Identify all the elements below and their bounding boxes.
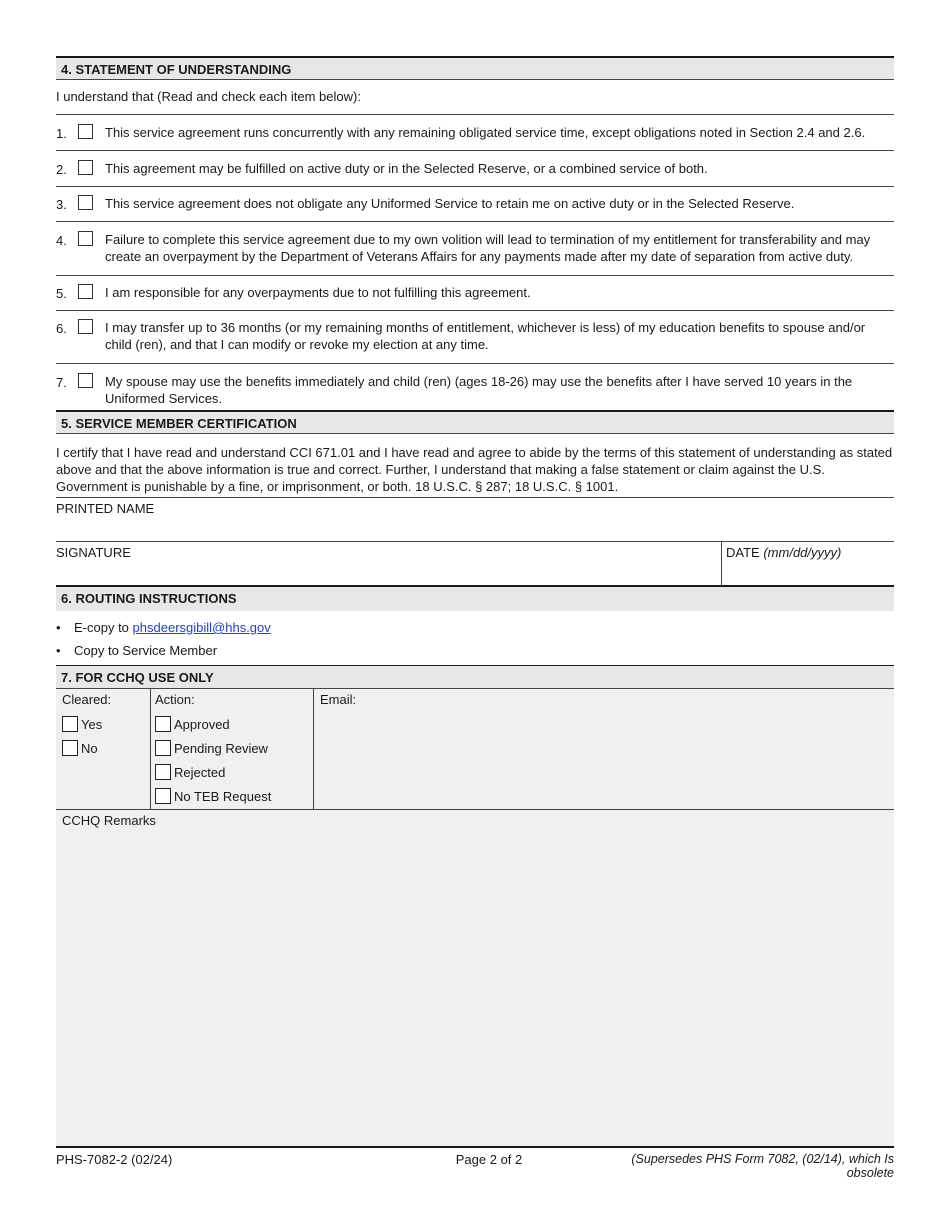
action-option-approved[interactable] — [155, 712, 313, 736]
statement-text: This agreement may be fulfilled on active duty or in the Selected Reserve, or a combined service of both. — [105, 161, 708, 176]
routing-item-ecopy — [56, 619, 894, 642]
page-number: Page 2 of 2 — [455, 1152, 523, 1167]
bullet: • — [56, 643, 61, 658]
approved-checkbox[interactable] — [155, 716, 171, 732]
ecopy-email-link[interactable]: phsdeersgibill@hhs.gov — [132, 620, 271, 635]
bullet: • — [56, 620, 61, 635]
email-field[interactable] — [314, 689, 894, 809]
supersedes-note: (Supersedes PHS Form 7082, (02/14), which Is obsolete — [631, 1152, 894, 1180]
statement-list — [56, 115, 894, 410]
statement-checkbox-3[interactable] — [78, 195, 93, 210]
printed-name-field[interactable] — [56, 498, 894, 542]
ecopy-label: E-copy to — [74, 620, 129, 635]
option-label: Pending Review — [174, 740, 268, 756]
pending-review-checkbox[interactable] — [155, 740, 171, 756]
action-option-no-teb[interactable] — [155, 784, 313, 808]
form-page — [56, 56, 894, 1180]
statement-number: 5. — [56, 286, 67, 301]
routing-list — [56, 611, 894, 665]
section-6-header: 6. ROUTING INSTRUCTIONS — [56, 587, 894, 611]
statement-checkbox-4[interactable] — [78, 231, 93, 246]
cleared-yes-checkbox[interactable] — [62, 716, 78, 732]
statement-text: I am responsible for any overpayments due to not fulfilling this agreement. — [105, 285, 531, 300]
statement-item-2 — [56, 151, 894, 187]
statement-item-5 — [56, 276, 894, 311]
rejected-checkbox[interactable] — [155, 764, 171, 780]
statement-checkbox-2[interactable] — [78, 160, 93, 175]
option-label: No TEB Request — [174, 788, 272, 804]
statement-text: This service agreement does not obligate any Uniformed Service to retain me on active duty or in the Selected Reserve. — [105, 196, 795, 211]
date-label: DATE — [726, 545, 760, 560]
action-label: Action: — [155, 692, 195, 707]
statement-item-4 — [56, 222, 894, 276]
section-5-header: 5. SERVICE MEMBER CERTIFICATION — [56, 410, 894, 434]
statement-item-3 — [56, 187, 894, 222]
cchq-grid — [56, 689, 894, 810]
statement-checkbox-1[interactable] — [78, 124, 93, 139]
statement-number: 7. — [56, 375, 67, 390]
email-label: Email: — [320, 692, 357, 707]
section-4-intro: I understand that (Read and check each item below): — [56, 80, 894, 115]
statement-checkbox-7[interactable] — [78, 373, 93, 388]
cchq-remarks-field[interactable] — [56, 810, 894, 1148]
signature-date-row — [56, 542, 894, 587]
date-format-hint: (mm/dd/yyyy) — [763, 545, 842, 560]
action-option-rejected[interactable] — [155, 760, 313, 784]
copy-member-label: Copy to Service Member — [74, 643, 218, 658]
cleared-label: Cleared: — [62, 692, 112, 707]
option-label: No — [81, 740, 98, 756]
page-footer — [56, 1148, 894, 1180]
statement-text: This service agreement runs concurrently with any remaining obligated service time, except obligations noted in Section 2.4 and 2.6. — [105, 125, 866, 140]
cleared-option-no[interactable] — [62, 736, 150, 760]
statement-item-1 — [56, 115, 894, 151]
cleared-option-yes[interactable] — [62, 712, 150, 736]
statement-checkbox-6[interactable] — [78, 319, 93, 334]
statement-text: My spouse may use the benefits immediately and child (ren) (ages 18-26) may use the benefits after I have served 10 years in the Uniformed Services. — [105, 374, 853, 406]
section-4-header: 4. STATEMENT OF UNDERSTANDING — [56, 56, 894, 80]
certification-text: I certify that I have read and understand CCI 671.01 and I have read and agree to abide by the terms of this statement of understanding as stated above and that the above information is true and correct. Further, I understand that making a false statement or claim against the U.S. Government is punishable by a fine, or imprisonment, or both. 18 U.S.C. § 287; 18 U.S.C. § 1001. — [56, 434, 894, 498]
statement-checkbox-5[interactable] — [78, 284, 93, 299]
statement-number: 1. — [56, 126, 67, 141]
date-field[interactable] — [722, 542, 894, 585]
option-label: Yes — [81, 716, 103, 732]
statement-number: 4. — [56, 233, 67, 248]
signature-label: SIGNATURE — [56, 545, 131, 560]
option-label: Approved — [174, 716, 230, 732]
statement-text: Failure to complete this service agreement due to my own volition will lead to termination of my entitlement for transferability and may create an overpayment by the Department of Veterans Affairs for any payments made after my date of separation from active duty. — [105, 232, 871, 264]
statement-number: 3. — [56, 197, 67, 212]
form-id: PHS-7082-2 (02/24) — [56, 1152, 173, 1167]
statement-number: 6. — [56, 321, 67, 336]
no-teb-request-checkbox[interactable] — [155, 788, 171, 804]
printed-name-label: PRINTED NAME — [56, 501, 155, 516]
cleared-no-checkbox[interactable] — [62, 740, 78, 756]
section-7-header: 7. FOR CCHQ USE ONLY — [56, 665, 894, 689]
action-column — [151, 689, 314, 809]
statement-text: I may transfer up to 36 months (or my remaining months of entitlement, whichever is less) of my education benefits to spouse and/or child (ren), and that I can modify or revoke my election at any time. — [105, 320, 866, 352]
statement-item-7 — [56, 364, 894, 410]
statement-number: 2. — [56, 162, 67, 177]
routing-item-copy-member — [56, 642, 894, 665]
signature-field[interactable] — [56, 542, 722, 585]
option-label: Rejected — [174, 764, 226, 780]
cleared-column — [56, 689, 151, 809]
remarks-label: CCHQ Remarks — [62, 813, 156, 828]
action-option-pending[interactable] — [155, 736, 313, 760]
statement-item-6 — [56, 311, 894, 364]
